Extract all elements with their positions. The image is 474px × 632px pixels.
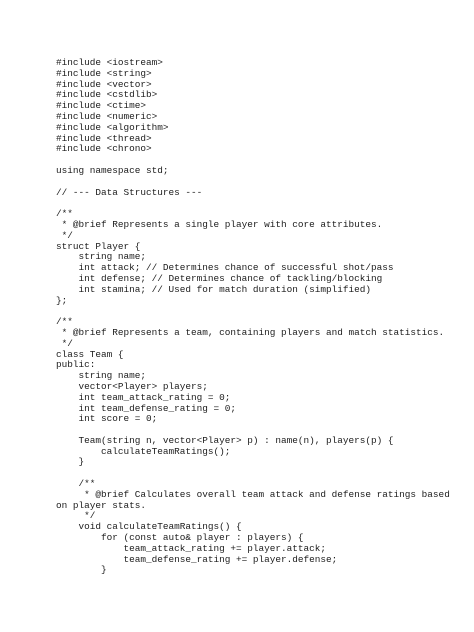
code-line: } [56,564,107,576]
code-line: vector<Player> players; [56,380,208,392]
code-block [56,58,466,576]
code-line: team_attack_rating += player.attack; [56,542,327,554]
code-line: void calculateTeamRatings() { [56,521,242,533]
code-line: /** [56,208,73,220]
code-line: team_defense_rating += player.defense; [56,553,338,565]
code-line: #include <chrono> [56,143,152,155]
code-line [56,177,466,188]
code-line: on player stats. [56,499,147,511]
code-line: */ [56,229,73,241]
code-line: int team_defense_rating = 0; [56,402,237,414]
code-line: #include <algorithm> [56,121,169,133]
code-line: */ [56,510,96,522]
code-line: // --- Data Structures --- [56,186,203,198]
code-line: int defense; // Determines chance of tackling/blocking [56,272,383,284]
code-line: int team_attack_rating = 0; [56,391,231,403]
code-line [56,198,466,209]
code-line: calculateTeamRatings(); [56,445,231,457]
code-line: * @brief Calculates overall team attack and defense ratings based [56,488,450,500]
code-line: #include <cstdlib> [56,89,158,101]
code-line: * @brief Represents a team, containing players and match statistics. [56,326,445,338]
code-line: */ [56,337,73,349]
code-line: /** [56,316,73,328]
code-line: * @brief Represents a single player with core attributes. [56,218,383,230]
code-line: /** [56,478,96,490]
code-line: string name; [56,370,147,382]
code-line: class Team { [56,348,124,360]
code-line: using namespace std; [56,164,169,176]
code-line: #include <numeric> [56,110,158,122]
code-line: public: [56,359,96,371]
code-line [56,468,466,479]
code-line: #include <vector> [56,78,152,90]
code-line: struct Player { [56,240,141,252]
code-line: int score = 0; [56,413,158,425]
code-line: #include <ctime> [56,100,147,112]
code-line [56,306,466,317]
code-line: } [56,456,85,468]
code-line: #include <thread> [56,132,152,144]
code-line: Team(string n, vector<Player> p) : name(n), players(p) { [56,434,394,446]
code-line: int stamina; // Used for match duration (simplified) [56,283,372,295]
code-line: string name; [56,251,147,263]
code-line: for (const auto& player : players) { [56,532,304,544]
code-line: #include <string> [56,67,152,79]
code-line: #include <iostream> [56,57,163,68]
code-line: }; [56,294,68,306]
code-line: int attack; // Determines chance of successful shot/pass [56,262,394,274]
